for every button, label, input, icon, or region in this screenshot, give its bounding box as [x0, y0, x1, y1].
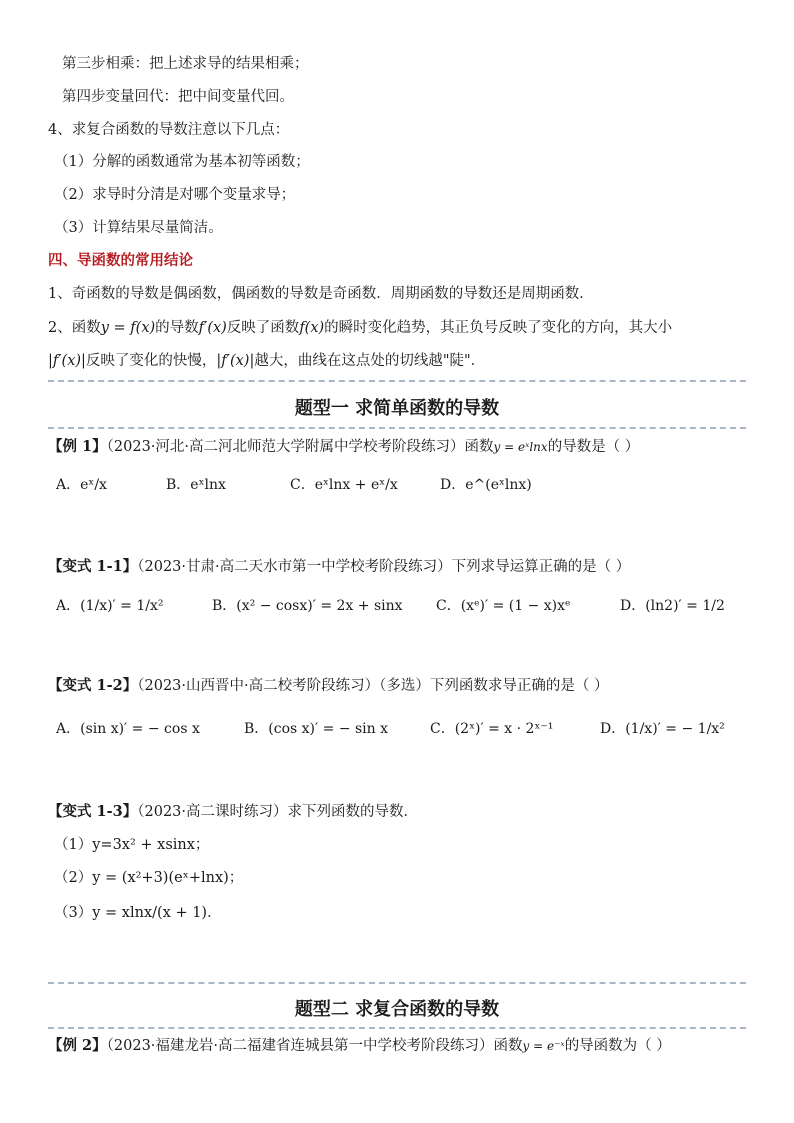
- divider: [48, 427, 746, 429]
- divider: [48, 1027, 746, 1029]
- v12-option-d: D．(1/x)′ = − 1/x²: [600, 721, 725, 737]
- divider: [48, 982, 746, 984]
- v13-item-2: （2）y = (x²+3)(eˣ+lnx)；: [54, 870, 244, 886]
- divider: [48, 380, 746, 382]
- step4-text: 第四步变量回代：把中间变量代回。: [62, 89, 294, 105]
- note-1: （1）分解的函数通常为基本初等函数；: [54, 154, 310, 170]
- ex1-option-d: D．e^(eˣlnx): [440, 477, 532, 493]
- v13-item-3: （3）y = xlnx/(x + 1)．: [54, 905, 222, 921]
- note-title: 4、求复合函数的导数注意以下几点：: [48, 122, 290, 138]
- c2-e: 反映了函数: [226, 320, 300, 336]
- ex1-option-a: A．eˣ/x: [56, 477, 107, 493]
- v12-option-b: B．(cos x)′ = − sin x: [244, 721, 389, 737]
- v11-option-a: A．(1/x)′ = 1/x²: [56, 598, 164, 614]
- variant-1-3: [48, 802, 418, 822]
- c2-a: 2、函数: [48, 320, 101, 336]
- ex1-label: 【例 1】: [48, 438, 107, 455]
- ex2-func: y = e⁻ˣ: [522, 1039, 565, 1053]
- ex1-option-c: C．eˣlnx + eˣ/x: [290, 477, 398, 493]
- note-3: （3）计算结果尽量简洁。: [54, 220, 223, 236]
- c2-formula-2: f′(x): [198, 320, 227, 336]
- v13-text: （2023·高二课时练习）求下列函数的导数．: [137, 804, 419, 820]
- ex1-func: y = eˣlnx: [493, 440, 548, 454]
- step3-text: 第三步相乘：把上述求导的结果相乘；: [62, 56, 309, 72]
- v11-text: （2023·甘肃·高二天水市第一中学校考阶段练习）下列求导运算正确的是（ ）: [137, 559, 631, 575]
- c2-formula-5: |f′(x)|: [216, 353, 255, 369]
- ex2-label: 【例 2】: [48, 1037, 107, 1054]
- v13-item-1: （1）y=3x² + xsinx；: [54, 837, 210, 853]
- c2-formula-1: y = f(x): [100, 320, 156, 336]
- conclusion-1: 1、奇函数的导数是偶函数，偶函数的导数是奇函数．周期函数的导数还是周期函数．: [48, 286, 594, 302]
- section-heading: 四、导函数的常用结论: [48, 253, 193, 269]
- ex1-option-b: B．eˣlnx: [166, 477, 226, 493]
- type2-title: 题型二 求复合函数的导数: [294, 999, 500, 1020]
- note-2: （2）求导时分清是对哪个变量求导；: [54, 187, 296, 203]
- example-2: [48, 1036, 671, 1056]
- variant-1-2: [48, 676, 608, 696]
- c2-c: 的导数: [155, 320, 199, 336]
- c2-k: 越大，曲线在这点处的切线越"陡"．: [254, 353, 486, 369]
- v11-option-d: D．(ln2)′ = 1/2: [620, 598, 725, 614]
- conclusion-2-cont: [48, 351, 485, 371]
- v12-option-c: C．(2ˣ)′ = x · 2ˣ⁻¹: [430, 721, 554, 737]
- ex1-text: （2023·河北·高二河北师范大学附属中学校考阶段练习）函数: [106, 439, 494, 455]
- v11-label: 【变式 1-1】: [48, 558, 138, 575]
- ex1-tail: 的导数是（ ）: [547, 439, 640, 455]
- ex2-tail: 的导函数为（ ）: [564, 1038, 671, 1054]
- v12-option-a: A．(sin x)′ = − cos x: [56, 721, 200, 737]
- c2-formula-4: |f′(x)|: [48, 353, 86, 369]
- v11-option-c: C．(xᵉ)′ = (1 − x)xᵉ: [436, 598, 571, 614]
- variant-1-1: [48, 557, 630, 577]
- example-1: [48, 437, 639, 457]
- conclusion-2: [48, 318, 672, 338]
- c2-formula-3: f(x): [299, 320, 325, 336]
- ex2-text: （2023·福建龙岩·高二福建省连城县第一中学校考阶段练习）函数: [106, 1038, 523, 1054]
- c2-g: 的瞬时变化趋势，其正负号反映了变化的方向，其大小: [324, 320, 673, 336]
- v12-text: （2023·山西晋中·高二校考阶段练习）（多选）下列函数求导正确的是（ ）: [137, 678, 609, 694]
- v12-label: 【变式 1-2】: [48, 677, 138, 694]
- v13-label: 【变式 1-3】: [48, 803, 138, 820]
- type1-title: 题型一 求简单函数的导数: [294, 398, 500, 419]
- v11-option-b: B．(x² − cosx)′ = 2x + sinx: [212, 598, 403, 614]
- c2-i: 反映了变化的快慢，: [85, 353, 217, 369]
